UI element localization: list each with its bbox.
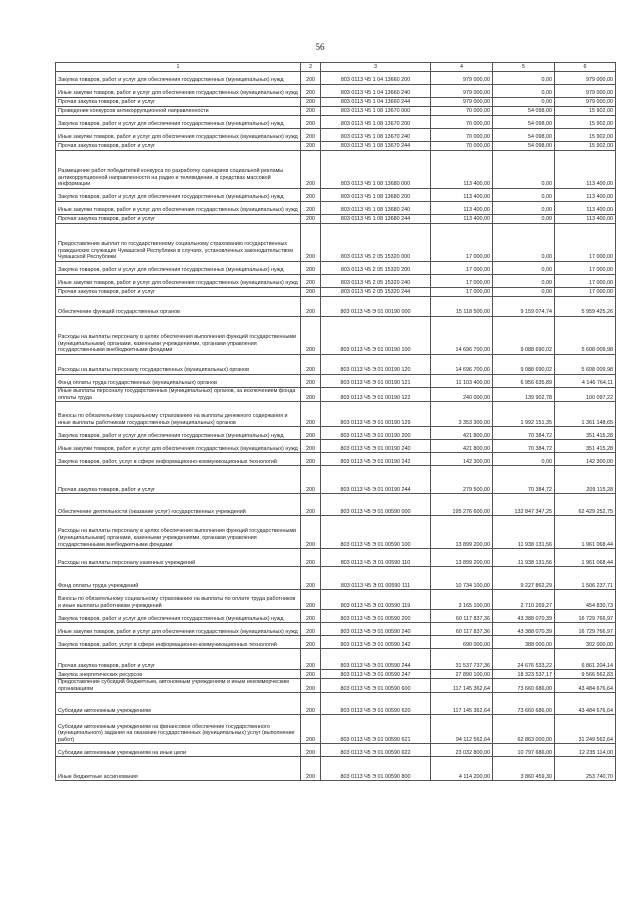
row-kbk: 803 0113 Ч5 Э 01 00190 240 [321, 440, 431, 453]
row-remainder: 253 740,70 [555, 757, 616, 781]
row-executed: 10 797 686,00 [493, 744, 555, 757]
row-name: Субсидии автономным учреждениям [56, 693, 301, 715]
row-remainder: 351 415,28 [555, 440, 616, 453]
row-name: Расходы на выплаты персоналу государственных (муниципальных) органов [56, 355, 301, 375]
row-kbk: 803 0113 Ч5 2 05 15320 244 [321, 288, 431, 297]
row-name: Закупка товаров, работ и услуг для обеспечения государственных (муниципальных) нужд [56, 116, 301, 129]
row-remainder: 979 000,00 [555, 85, 616, 98]
row-code: 200 [301, 636, 321, 649]
row-plan: 60 117 837,36 [431, 623, 493, 636]
row-remainder: 1 961 068,44 [555, 516, 616, 549]
row-remainder: 454 830,73 [555, 590, 616, 610]
row-plan: 421 800,00 [431, 440, 493, 453]
row-kbk: 803 0113 Ч5 Э 01 00190 129 [321, 402, 431, 427]
table-row [56, 649, 616, 670]
row-kbk: 803 0113 Ч5 Э 01 00190 242 [321, 453, 431, 466]
row-plan: 14 696 700,00 [431, 355, 493, 375]
row-executed: 0,00 [493, 288, 555, 297]
row-code: 200 [301, 107, 321, 116]
row-executed: 0,00 [493, 275, 555, 288]
row-plan: 70 000,00 [431, 116, 493, 129]
table-row [56, 317, 616, 355]
row-name: Прочая закупка товаров, работ и услуг [56, 98, 301, 107]
table-row [56, 549, 616, 567]
table-row [56, 355, 616, 375]
row-name: Прочая закупка товаров, работ и услуг [56, 215, 301, 224]
row-code: 200 [301, 715, 321, 744]
row-code: 200 [301, 567, 321, 590]
table-row [56, 72, 616, 85]
row-kbk: 803 0113 Ч5 Э 01 00590 242 [321, 636, 431, 649]
row-code: 200 [301, 85, 321, 98]
row-kbk: 803 0113 Ч5 Э 01 00590 621 [321, 715, 431, 744]
row-code: 200 [301, 427, 321, 440]
row-executed: 9 088 690,02 [493, 317, 555, 355]
row-executed: 11 938 131,56 [493, 516, 555, 549]
row-plan: 690 000,00 [431, 636, 493, 649]
table-row [56, 288, 616, 297]
row-executed: 43 388 070,39 [493, 610, 555, 623]
row-kbk: 803 0113 Ч5 Э 01 00590 244 [321, 649, 431, 670]
row-remainder: 31 249 562,64 [555, 715, 616, 744]
column-header: 2 [301, 63, 321, 72]
table-row [56, 189, 616, 202]
table-row [56, 375, 616, 388]
row-code: 200 [301, 224, 321, 262]
row-kbk: 803 0113 Ч5 1 04 13660 240 [321, 85, 431, 98]
row-code: 200 [301, 388, 321, 402]
row-name: Иные закупки товаров, работ и услуг для обеспечения государственных (муниципальных) нужд [56, 85, 301, 98]
row-name: Иные закупки товаров, работ и услуг для обеспечения государственных (муниципальных) нужд [56, 623, 301, 636]
row-executed: 43 388 070,39 [493, 623, 555, 636]
row-code: 200 [301, 549, 321, 567]
row-code: 200 [301, 151, 321, 189]
table-row [56, 610, 616, 623]
row-kbk: 803 0113 Ч5 1 08 13670 240 [321, 129, 431, 142]
row-kbk: 803 0113 Ч5 Э 01 00190 100 [321, 317, 431, 355]
row-name: Взносы по обязательному социальному страхованию на выплаты денежного содержания и иные выплаты работникам государственных (муниципальных) органов [56, 402, 301, 427]
row-remainder: 209 115,28 [555, 466, 616, 494]
row-remainder: 1 361 148,65 [555, 402, 616, 427]
row-kbk: 803 0113 Ч5 2 05 15320 200 [321, 262, 431, 275]
row-code: 200 [301, 215, 321, 224]
row-code: 200 [301, 623, 321, 636]
row-plan: 113 400,00 [431, 151, 493, 189]
table-row [56, 440, 616, 453]
column-header: 6 [555, 63, 616, 72]
table-row [56, 453, 616, 466]
row-name: Прочая закупка товаров, работ и услуг [56, 649, 301, 670]
row-executed: 73 660 686,00 [493, 679, 555, 693]
row-name: Закупка товаров, работ, услуг в сфере информационно-коммуникационных технологий [56, 453, 301, 466]
row-remainder: 5 608 009,98 [555, 317, 616, 355]
row-name: Обеспечение деятельности (оказание услуг) государственных учреждений [56, 494, 301, 516]
row-plan: 142 300,00 [431, 453, 493, 466]
row-executed: 139 902,78 [493, 388, 555, 402]
row-code: 200 [301, 72, 321, 85]
row-name: Субсидии автономным учреждениям на финансовое обеспечение государственного (муниципального) задания на оказание государственных (муниципальных) услуг (выполнение работ) [56, 715, 301, 744]
row-remainder: 113 400,00 [555, 189, 616, 202]
row-plan: 421 800,00 [431, 427, 493, 440]
row-kbk: 803 0113 Ч5 Э 01 00590 600 [321, 679, 431, 693]
row-name: Взносы по обязательному социальному страхованию на выплаты по оплате труда работников и иные выплаты работникам учреждений [56, 590, 301, 610]
table-row [56, 623, 616, 636]
row-code: 200 [301, 744, 321, 757]
table-row [56, 116, 616, 129]
table-row [56, 275, 616, 288]
row-code: 200 [301, 116, 321, 129]
table-row [56, 85, 616, 98]
row-kbk: 803 0113 Ч5 Э 01 00190 000 [321, 297, 431, 317]
row-remainder: 15 902,00 [555, 107, 616, 116]
row-plan: 113 400,00 [431, 202, 493, 215]
row-remainder: 302 000,00 [555, 636, 616, 649]
row-plan: 11 103 400,00 [431, 375, 493, 388]
row-kbk: 803 0113 Ч5 Э 01 00590 100 [321, 516, 431, 549]
row-plan: 3 165 100,00 [431, 590, 493, 610]
row-remainder: 15 902,00 [555, 116, 616, 129]
row-kbk: 803 0113 Ч5 Э 01 00590 111 [321, 567, 431, 590]
table-row [56, 151, 616, 189]
row-executed: 0,00 [493, 85, 555, 98]
row-plan: 27 890 100,00 [431, 670, 493, 679]
row-executed: 70 384,72 [493, 440, 555, 453]
row-kbk: 803 0113 Ч5 Э 01 00190 244 [321, 466, 431, 494]
row-executed: 70 384,72 [493, 427, 555, 440]
column-header: 4 [431, 63, 493, 72]
row-kbk: 803 0113 Ч5 1 08 13670 244 [321, 142, 431, 151]
row-executed: 6 956 635,89 [493, 375, 555, 388]
row-plan: 14 696 700,00 [431, 317, 493, 355]
row-name: Закупка товаров, работ и услуг для обеспечения государственных (муниципальных) нужд [56, 72, 301, 85]
row-plan: 17 000,00 [431, 224, 493, 262]
row-code: 200 [301, 453, 321, 466]
row-kbk: 803 0113 Ч5 1 08 13680 240 [321, 202, 431, 215]
row-remainder: 142 300,00 [555, 453, 616, 466]
row-code: 200 [301, 590, 321, 610]
row-code: 200 [301, 142, 321, 151]
column-header: 1 [56, 63, 301, 72]
row-kbk: 803 0113 Ч5 2 05 15320 240 [321, 275, 431, 288]
row-name: Иные выплаты персоналу государственных (муниципальных) органов, за исключением фонда оплаты труда [56, 388, 301, 402]
row-plan: 979 000,00 [431, 85, 493, 98]
row-code: 200 [301, 262, 321, 275]
row-name: Расходы на выплаты персоналу в целях обеспечения выполнения функций государственными (муниципальными) органами, казенными учреждениями, органами управления государственными внебюджетными фондами [56, 516, 301, 549]
row-plan: 117 145 362,64 [431, 693, 493, 715]
row-code: 200 [301, 494, 321, 516]
row-name: Фонд оплаты труда государственных (муниципальных) органов [56, 375, 301, 388]
row-name: Иные закупки товаров, работ и услуг для обеспечения государственных (муниципальных) нужд [56, 440, 301, 453]
row-name: Расходы на выплаты персоналу казенных учреждений [56, 549, 301, 567]
row-plan: 279 500,00 [431, 466, 493, 494]
row-executed: 132 847 347,25 [493, 494, 555, 516]
row-remainder: 17 000,00 [555, 288, 616, 297]
row-name: Закупка товаров, работ и услуг для обеспечения государственных (муниципальных) нужд [56, 262, 301, 275]
row-executed: 24 676 533,22 [493, 649, 555, 670]
row-plan: 10 734 100,00 [431, 567, 493, 590]
row-executed: 62 863 000,00 [493, 715, 555, 744]
table-row [56, 142, 616, 151]
row-remainder: 15 902,00 [555, 142, 616, 151]
table-row [56, 636, 616, 649]
table-row [56, 215, 616, 224]
row-executed: 9 227 862,29 [493, 567, 555, 590]
row-name: Иные закупки товаров, работ и услуг для обеспечения государственных (муниципальных) нужд [56, 202, 301, 215]
row-remainder: 16 729 766,97 [555, 610, 616, 623]
row-executed: 18 323 537,17 [493, 670, 555, 679]
row-kbk: 803 0113 Ч5 Э 01 00590 800 [321, 757, 431, 781]
row-executed: 2 710 269,27 [493, 590, 555, 610]
row-remainder: 100 097,22 [555, 388, 616, 402]
row-code: 200 [301, 466, 321, 494]
row-code: 200 [301, 757, 321, 781]
row-remainder: 6 861 204,14 [555, 649, 616, 670]
row-kbk: 803 0113 Ч5 Э 01 00590 110 [321, 549, 431, 567]
row-code: 200 [301, 297, 321, 317]
row-executed: 9 088 690,02 [493, 355, 555, 375]
row-executed: 54 098,00 [493, 107, 555, 116]
row-kbk: 803 0113 Ч5 1 08 13680 244 [321, 215, 431, 224]
row-executed: 11 938 131,56 [493, 549, 555, 567]
row-remainder: 1 961 068,44 [555, 549, 616, 567]
row-executed: 0,00 [493, 453, 555, 466]
row-code: 200 [301, 275, 321, 288]
row-remainder: 9 566 562,83 [555, 670, 616, 679]
row-kbk: 803 0113 Ч5 Э 01 00190 122 [321, 388, 431, 402]
row-code: 200 [301, 375, 321, 388]
row-kbk: 803 0113 Ч5 Э 01 00590 200 [321, 610, 431, 623]
row-executed: 73 660 686,00 [493, 693, 555, 715]
row-executed: 54 098,00 [493, 142, 555, 151]
table-row [56, 516, 616, 549]
row-plan: 4 114 200,00 [431, 757, 493, 781]
table-row [56, 129, 616, 142]
row-remainder: 43 484 676,64 [555, 693, 616, 715]
row-plan: 3 353 300,00 [431, 402, 493, 427]
row-code: 200 [301, 670, 321, 679]
table-row [56, 202, 616, 215]
row-executed: 1 992 151,35 [493, 402, 555, 427]
page-number: 56 [315, 42, 325, 52]
table-row [56, 757, 616, 781]
row-kbk: 803 0113 Ч5 Э 01 00190 120 [321, 355, 431, 375]
row-executed: 0,00 [493, 72, 555, 85]
table-row [56, 224, 616, 262]
row-name: Размещение работ победителей конкурса по разработку сценариев социальной рекламы антикоррупционной направленности на радио и телевидении, в средствах массовой информации [56, 151, 301, 189]
row-kbk: 803 0113 Ч5 Э 01 00590 622 [321, 744, 431, 757]
row-code: 200 [301, 516, 321, 549]
row-kbk: 803 0113 Ч5 Э 01 00190 121 [321, 375, 431, 388]
row-name: Расходы на выплаты персоналу в целях обеспечения выполнения функций государственными (муниципальными) органами, казенными учреждениями, органами управления государственными внебюджетными фондами [56, 317, 301, 355]
row-plan: 23 032 800,00 [431, 744, 493, 757]
row-remainder: 979 000,00 [555, 98, 616, 107]
table-row [56, 466, 616, 494]
row-remainder: 979 000,00 [555, 72, 616, 85]
table-row [56, 262, 616, 275]
table-row [56, 590, 616, 610]
row-code: 200 [301, 98, 321, 107]
row-plan: 113 400,00 [431, 189, 493, 202]
row-name: Предоставление выплат по государственному социальному страхованию государственных гражданских служащих Чувашской Республики в случаях, установленных законодательством Чувашской Республики [56, 224, 301, 262]
table-row [56, 388, 616, 402]
row-name: Прочая закупка товаров, работ и услуг [56, 288, 301, 297]
row-plan: 13 899 200,00 [431, 516, 493, 549]
row-name: Закупка энергетических ресурсов [56, 670, 301, 679]
row-kbk: 803 0113 Ч5 1 08 13680 000 [321, 151, 431, 189]
row-code: 200 [301, 610, 321, 623]
row-remainder: 62 429 252,75 [555, 494, 616, 516]
row-kbk: 803 0113 Ч5 Э 01 00590 000 [321, 494, 431, 516]
row-plan: 15 118 500,00 [431, 297, 493, 317]
row-remainder: 43 484 676,64 [555, 679, 616, 693]
row-name: Закупка товаров, работ и услуг для обеспечения государственных (муниципальных) нужд [56, 427, 301, 440]
table-row [56, 679, 616, 693]
row-executed: 0,00 [493, 224, 555, 262]
row-plan: 31 537 737,36 [431, 649, 493, 670]
row-name: Субсидии автономным учреждениям на иные цели [56, 744, 301, 757]
row-executed: 54 098,00 [493, 116, 555, 129]
table-row [56, 427, 616, 440]
row-name: Закупка товаров, работ и услуг для обеспечения государственных (муниципальных) нужд [56, 189, 301, 202]
row-kbk: 803 0113 Ч5 Э 01 00190 200 [321, 427, 431, 440]
row-plan: 17 000,00 [431, 288, 493, 297]
row-kbk: 803 0113 Ч5 Э 01 00590 247 [321, 670, 431, 679]
table-row [56, 297, 616, 317]
row-kbk: 803 0113 Ч5 1 08 13670 000 [321, 107, 431, 116]
row-plan: 979 000,00 [431, 98, 493, 107]
row-code: 200 [301, 202, 321, 215]
row-executed: 3 860 459,30 [493, 757, 555, 781]
row-name: Фонд оплаты труда учреждений [56, 567, 301, 590]
row-name: Закупка товаров, работ, услуг в сфере информационно-коммуникационных технологий [56, 636, 301, 649]
row-executed: 70 384,72 [493, 466, 555, 494]
row-executed: 54 098,00 [493, 129, 555, 142]
row-code: 200 [301, 189, 321, 202]
row-executed: 388 000,00 [493, 636, 555, 649]
row-code: 200 [301, 440, 321, 453]
table-row [56, 98, 616, 107]
column-header: 5 [493, 63, 555, 72]
table-row [56, 494, 616, 516]
row-plan: 94 112 562,64 [431, 715, 493, 744]
row-name: Обеспечение функций государственных органов [56, 297, 301, 317]
row-code: 200 [301, 402, 321, 427]
row-code: 200 [301, 693, 321, 715]
row-kbk: 803 0113 Ч5 Э 01 00590 119 [321, 590, 431, 610]
row-remainder: 5 608 009,98 [555, 355, 616, 375]
row-kbk: 803 0113 Ч5 1 08 13680 200 [321, 189, 431, 202]
column-number-row [56, 63, 616, 72]
column-header: 3 [321, 63, 431, 72]
table-row [56, 670, 616, 679]
row-code: 200 [301, 288, 321, 297]
row-plan: 17 000,00 [431, 262, 493, 275]
row-remainder: 1 506 237,71 [555, 567, 616, 590]
row-code: 200 [301, 129, 321, 142]
row-name: Прочая закупка товаров, работ и услуг [56, 142, 301, 151]
row-remainder: 113 400,00 [555, 151, 616, 189]
row-executed: 0,00 [493, 262, 555, 275]
row-executed: 0,00 [493, 202, 555, 215]
row-kbk: 803 0113 Ч5 1 04 13660 200 [321, 72, 431, 85]
table-row [56, 402, 616, 427]
row-plan: 113 400,00 [431, 215, 493, 224]
row-kbk: 803 0113 Ч5 1 04 13660 244 [321, 98, 431, 107]
row-code: 200 [301, 649, 321, 670]
row-plan: 117 145 362,64 [431, 679, 493, 693]
row-executed: 0,00 [493, 189, 555, 202]
row-plan: 13 899 200,00 [431, 549, 493, 567]
row-plan: 70 000,00 [431, 107, 493, 116]
row-name: Иные закупки товаров, работ и услуг для обеспечения государственных (муниципальных) нужд [56, 129, 301, 142]
row-remainder: 113 400,00 [555, 202, 616, 215]
row-kbk: 803 0113 Ч5 1 08 13670 200 [321, 116, 431, 129]
row-remainder: 5 959 425,26 [555, 297, 616, 317]
row-name: Иные бюджетные ассигнования [56, 757, 301, 781]
row-executed: 0,00 [493, 98, 555, 107]
row-remainder: 15 902,00 [555, 129, 616, 142]
row-executed: 0,00 [493, 215, 555, 224]
row-plan: 195 276 600,00 [431, 494, 493, 516]
row-executed: 9 159 074,74 [493, 297, 555, 317]
row-remainder: 4 146 764,11 [555, 375, 616, 388]
row-code: 200 [301, 355, 321, 375]
row-remainder: 17 000,00 [555, 224, 616, 262]
row-kbk: 803 0113 Ч5 Э 01 00590 240 [321, 623, 431, 636]
row-kbk: 803 0113 Ч5 2 05 15320 000 [321, 224, 431, 262]
row-name: Прочая закупка товаров, работ и услуг [56, 466, 301, 494]
row-plan: 979 000,00 [431, 72, 493, 85]
row-name: Иные закупки товаров, работ и услуг для обеспечения государственных (муниципальных) нужд [56, 275, 301, 288]
row-code: 200 [301, 679, 321, 693]
row-remainder: 113 400,00 [555, 215, 616, 224]
row-remainder: 351 415,28 [555, 427, 616, 440]
row-remainder: 17 000,00 [555, 262, 616, 275]
row-plan: 60 117 837,36 [431, 610, 493, 623]
table-row [56, 107, 616, 116]
row-plan: 70 000,00 [431, 129, 493, 142]
row-name: Закупка товаров, работ и услуг для обеспечения государственных (муниципальных) нужд [56, 610, 301, 623]
row-executed: 0,00 [493, 151, 555, 189]
row-remainder: 12 235 114,00 [555, 744, 616, 757]
row-name: Проведение конкурсов антикоррупционной направленности [56, 107, 301, 116]
row-name: Предоставление субсидий бюджетным, автономным учреждениям и иным некоммерческим организациям [56, 679, 301, 693]
table-row [56, 715, 616, 744]
table-row [56, 693, 616, 715]
row-plan: 17 000,00 [431, 275, 493, 288]
row-code: 200 [301, 317, 321, 355]
row-kbk: 803 0113 Ч5 Э 01 00590 620 [321, 693, 431, 715]
budget-table [55, 62, 616, 781]
row-remainder: 17 000,00 [555, 275, 616, 288]
table-row [56, 567, 616, 590]
row-plan: 70 000,00 [431, 142, 493, 151]
table-row [56, 744, 616, 757]
row-plan: 240 000,00 [431, 388, 493, 402]
row-remainder: 16 729 766,97 [555, 623, 616, 636]
